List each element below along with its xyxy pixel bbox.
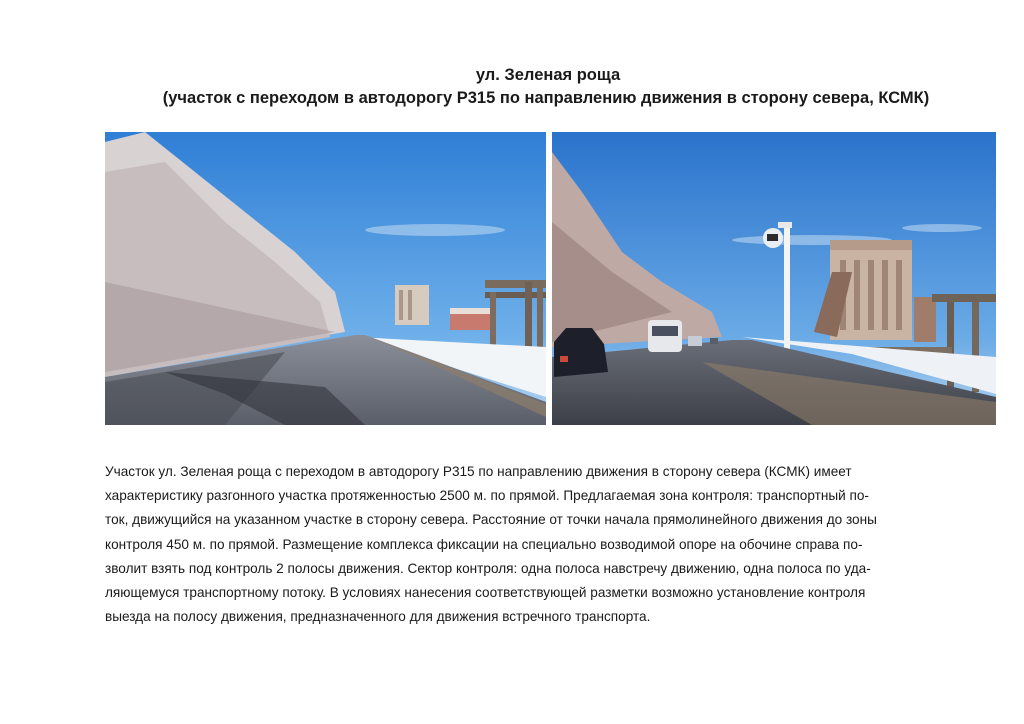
paragraph-line: характеристику разгонного участка протяженностью 2500 м. по прямой. Предлагаемая зона контроля: транспортный по- <box>105 488 869 504</box>
paragraph-line: контроля 450 м. по прямой. Размещение комплекса фиксации на специально возводимой опоре на обочине справа по- <box>105 536 863 552</box>
paragraph-line: выезда на полосу движения, предназначенного для движения встречного транспорта. <box>105 609 651 625</box>
page-title: ул. Зеленая роща <box>475 66 621 84</box>
photo-road-camera-pole <box>552 132 996 425</box>
page-subtitle: (участок с переходом в автодорогу Р315 по направлению движения в сторону севера, КСМК) <box>162 89 930 107</box>
paragraph-line: зволит взять под контроль 2 полосы движения. Сектор контроля: одна полоса навстречу движению, одна полоса по уда- <box>105 560 871 576</box>
paragraph-line: ляющемуся транспортному потоку. В условиях нанесения соответствующей разметки возможно установление контроля <box>105 585 866 601</box>
photo-road-frosted-trees <box>105 132 546 425</box>
paragraph-line: Участок ул. Зеленая роща с переходом в автодорогу Р315 по направлению движения в сторону севера (КСМК) имеет <box>105 464 852 479</box>
description-paragraph <box>105 460 996 629</box>
paragraph-line: ток, движущийся на указанном участке в сторону севера. Расстояние от точки начала прямолинейного движения до зоны <box>105 512 877 528</box>
